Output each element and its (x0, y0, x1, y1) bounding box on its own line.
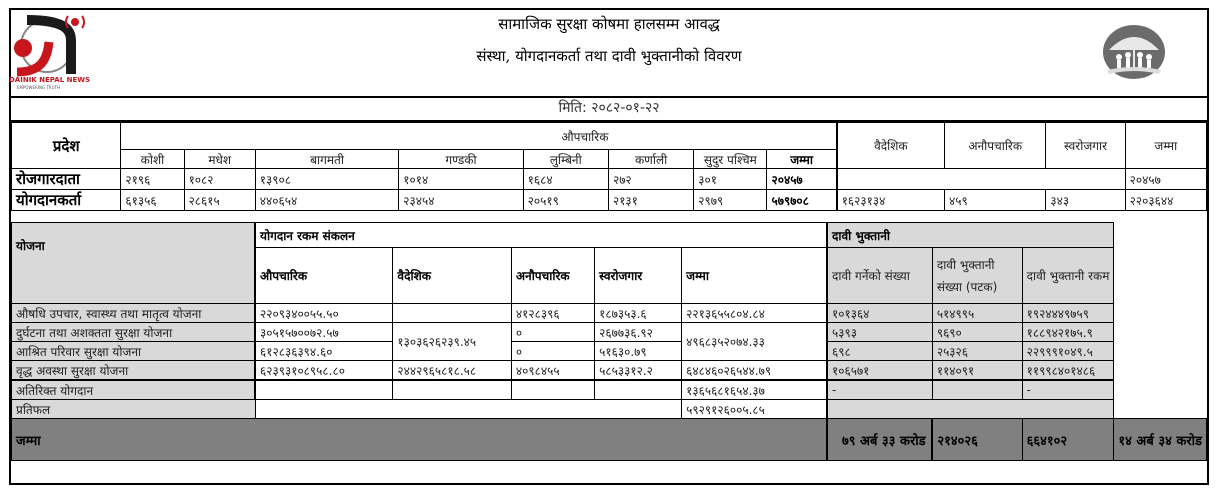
bhuktani-header: दावी भुक्तानी (827, 223, 1114, 248)
cell: ३४३ (1046, 190, 1125, 211)
total-row (12, 419, 1207, 461)
cell: ६४८४६०२६५४४.७९ (682, 361, 827, 381)
umbrella-family-icon (1101, 24, 1167, 80)
col-payments: दावी भुक्तानी संख्या (पटक) (932, 248, 1022, 304)
cell: ४५९ (945, 190, 1046, 211)
cell: २२१३६५५८०४.८४ (682, 304, 827, 323)
cell (393, 380, 511, 400)
cell: ४४०६५४ (255, 190, 398, 211)
col-madhesh: मधेश (184, 150, 255, 169)
col-bagmati: बागमती (255, 150, 398, 169)
cell: २२०३६४४ (1125, 190, 1206, 211)
table-row (12, 169, 1207, 190)
cell: ५३९३ (827, 323, 932, 342)
col-karnali: कर्णाली (608, 150, 693, 169)
scheme-name: अतिरिक्त योगदान (12, 380, 256, 400)
pradesh-header: प्रदेश (12, 123, 121, 169)
cell: २०५१९ (523, 190, 608, 211)
svg-text:DAINIK NEPAL NEWS: DAINIK NEPAL NEWS (9, 76, 91, 84)
cell: १०१३६४ (827, 304, 932, 323)
table-row (12, 190, 1207, 211)
total-amount: १४ अर्ब ३४ करोड (1114, 419, 1207, 461)
aupacharik-header: औपचारिक (121, 123, 837, 150)
cell: २८६१५ (184, 190, 255, 211)
title-line-2: संस्था, योगदानकर्ता तथा दावी भुक्तानीको विवरण (476, 47, 742, 65)
cell: ३०१ (694, 169, 767, 190)
cell: ६१३५६ (121, 190, 184, 211)
table-row (12, 304, 1207, 323)
cell: ११४०९१ (932, 361, 1022, 381)
col-lumbini: लुम्बिनी (523, 150, 608, 169)
total-label: जम्मा (12, 419, 827, 461)
scheme-name: औषधि उपचार, स्वास्थ्य तथा मातृत्व योजना (12, 304, 256, 323)
date-label: मिति: २०८२-०१-२२ (11, 96, 1207, 122)
cell (595, 380, 682, 400)
scheme-name: प्रतिफल (12, 400, 256, 419)
row-label: रोजगारदाता (12, 169, 121, 190)
extra-total-header: जम्मा (1125, 123, 1206, 169)
swarojgar-header: स्वरोजगार (1046, 123, 1125, 169)
cell: ५९२९१२६००५.८५ (682, 400, 827, 419)
cell: २१३१ (608, 190, 693, 211)
cell: ११९९८४०१४८६ (1022, 361, 1114, 381)
cell: २९७९ (694, 190, 767, 211)
cell: १८७३५३.६ (595, 304, 682, 323)
col-swarojgar: स्वरोजगार (595, 248, 682, 304)
cell: ५१४९९५ (932, 304, 1022, 323)
scheme-name: आश्रित परिवार सुरक्षा योजना (12, 342, 256, 361)
cell: ५८५३३१२.२ (595, 361, 682, 381)
cell (932, 380, 1022, 400)
cell: २२०९३४००५५.५० (255, 304, 393, 323)
table-row (12, 361, 1207, 381)
cell: ४९६८३५२०७४.३३ (682, 323, 827, 361)
vaideshik-header: वैदेशिक (837, 123, 945, 169)
contributor-summary-table (11, 122, 1207, 211)
total-payments: ६६४१०२ (1022, 419, 1114, 461)
total-jamma: ७९ अर्ब ३३ करोड (827, 419, 932, 461)
cell: २०४५७ (767, 169, 837, 190)
svg-text:EMPOWERING TRUTH: EMPOWERING TRUTH (17, 85, 60, 90)
col-jamma: जम्मा (682, 248, 827, 304)
cell: २६७७३६.९२ (595, 323, 682, 342)
cell: ० (511, 342, 594, 361)
col-anaupacharik: अनौपचारिक (511, 248, 594, 304)
cell: १३६५६८१६५४.३७ (682, 380, 827, 400)
cell: २२९९९१०४९.५ (1022, 342, 1114, 361)
title-line-1: सामाजिक सुरक्षा कोषमा हालसम्म आवद्ध (498, 15, 720, 33)
cell (511, 380, 594, 400)
cell: ० (511, 323, 594, 342)
col-aupacharik: औपचारिक (255, 248, 393, 304)
scheme-name: वृद्ध अवस्था सुरक्षा योजना (12, 361, 256, 381)
cell: २७२ (608, 169, 693, 190)
cell: ६९८ (827, 342, 932, 361)
cell (827, 400, 1114, 419)
col-claimants: दावी गर्नेको संख्या (827, 248, 932, 304)
cell: ३०५१५७००७२.५७ (255, 323, 393, 342)
cell (837, 169, 1125, 190)
table-row (12, 323, 1207, 342)
cell: ५१६३०.७९ (595, 342, 682, 361)
cell: २३४५४ (399, 190, 523, 211)
col-sudurpashchim: सुदुर पश्चिम (694, 150, 767, 169)
yojana-header: योजना (12, 223, 256, 304)
cell: १६८४ (523, 169, 608, 190)
cell: - (1022, 380, 1114, 400)
col-vaideshik: वैदेशिक (393, 248, 511, 304)
cell: २०४५७ (1125, 169, 1206, 190)
cell (255, 400, 682, 419)
cell: ६१२८३६३९४.६० (255, 342, 393, 361)
table-row (12, 400, 1207, 419)
cell: १०८२ (184, 169, 255, 190)
cell (393, 304, 511, 323)
cell: ५७९७०८ (767, 190, 837, 211)
cell: १६२३१३४ (837, 190, 945, 211)
cell: २५३२६ (932, 342, 1022, 361)
cell: १०६५७१ (827, 361, 932, 381)
scheme-name: दुर्घटना तथा अशक्तता सुरक्षा योजना (12, 323, 256, 342)
table-row (12, 380, 1207, 400)
header (11, 10, 1207, 98)
col-amount: दावी भुक्तानी रकम (1022, 248, 1114, 304)
col-koshi: कोशी (121, 150, 184, 169)
cell: २४४२९६५८१८.५८ (393, 361, 511, 381)
total-claimants: २१४०२६ (932, 419, 1022, 461)
scheme-claims-table (11, 222, 1207, 461)
cell: ४१२८३९६ (511, 304, 594, 323)
cell: ६२३९३१०८९५८.८० (255, 361, 393, 381)
cell: ९६९० (932, 323, 1022, 342)
cell: ४०९८४५५ (511, 361, 594, 381)
cell: - (827, 380, 932, 400)
document-frame (9, 8, 1209, 485)
table-row (12, 342, 1207, 361)
row-label: योगदानकर्ता (12, 190, 121, 211)
col-gandaki: गण्डकी (399, 150, 523, 169)
anaupacharik-header: अनौपचारिक (945, 123, 1046, 169)
cell (255, 380, 393, 400)
cell: १०१४ (399, 169, 523, 190)
cell: १३९०८ (255, 169, 398, 190)
cell: २१९६ (121, 169, 184, 190)
sankalan-header: योगदान रकम संकलन (255, 223, 827, 248)
cell: १९२४४४९७५९ (1022, 304, 1114, 323)
col-total: जम्मा (767, 150, 837, 169)
cell: १८८९४२१७५.९ (1022, 323, 1114, 342)
cell: १३०३६२६२३९.४५ (393, 323, 511, 361)
